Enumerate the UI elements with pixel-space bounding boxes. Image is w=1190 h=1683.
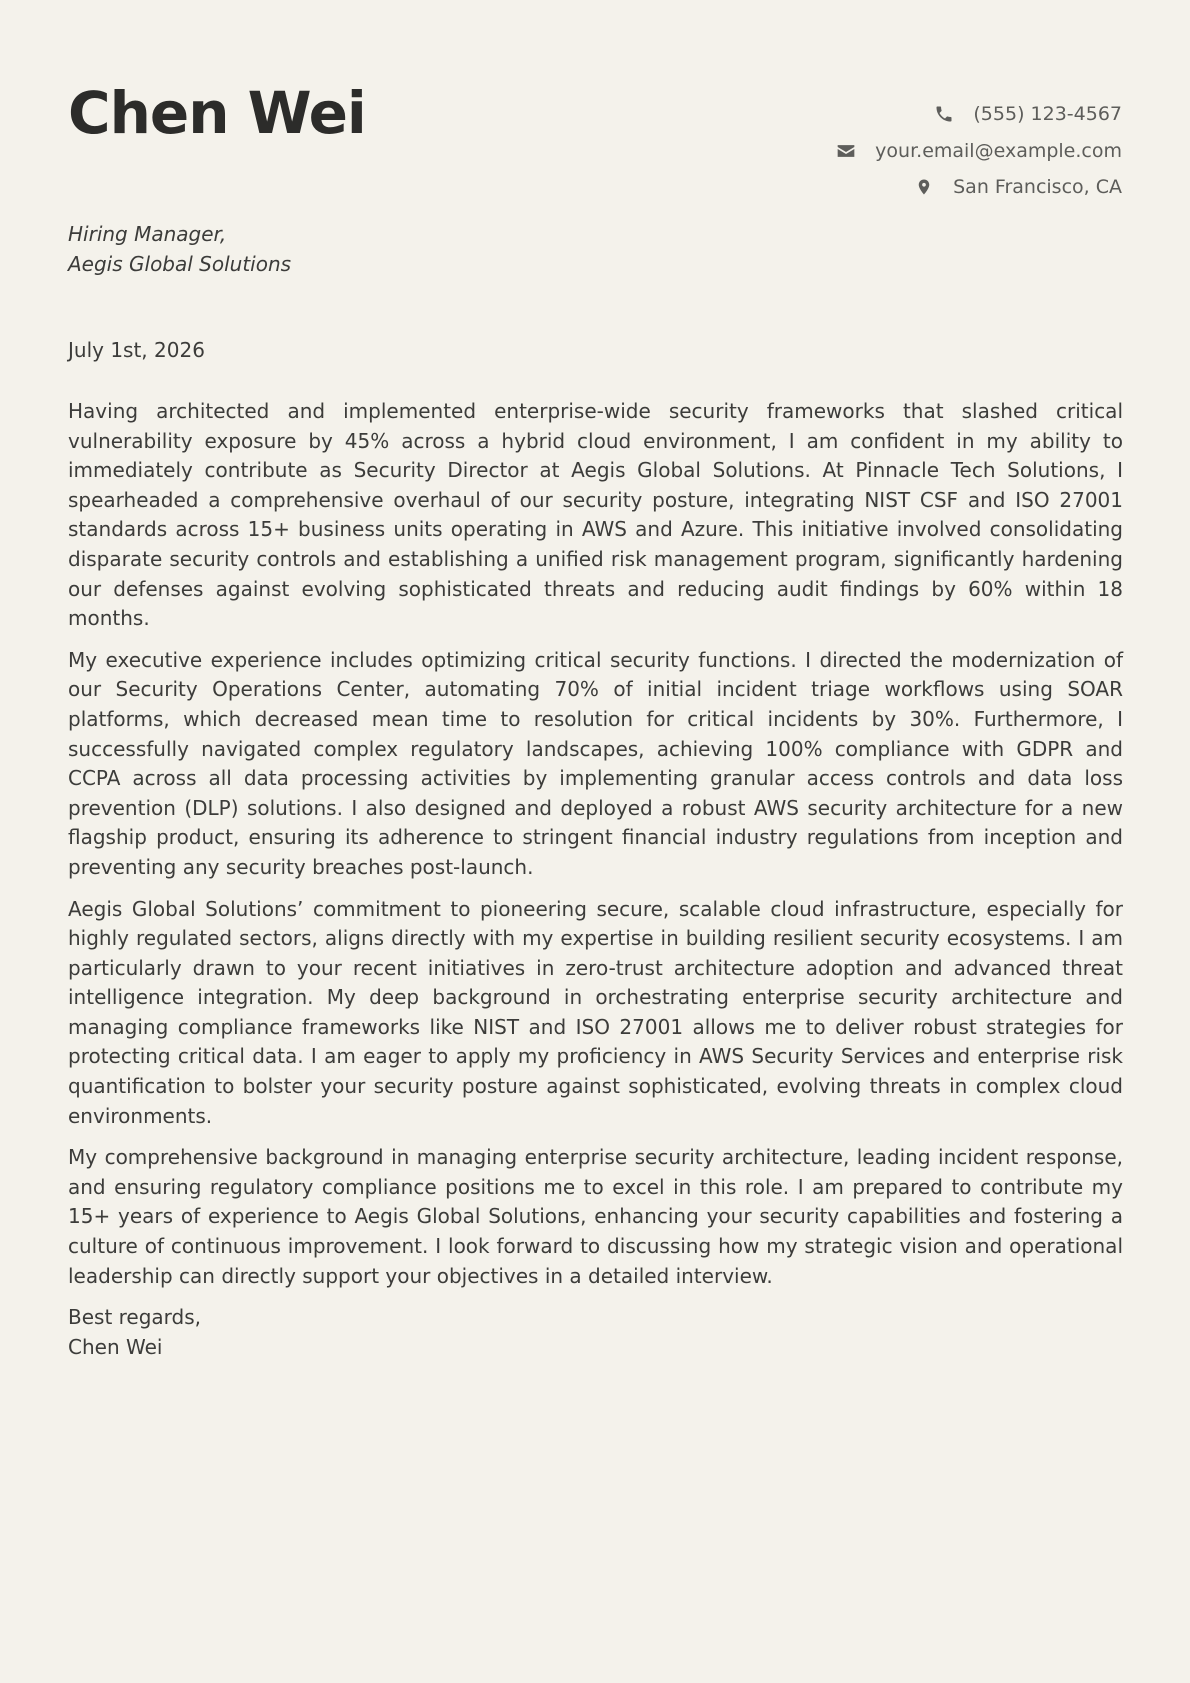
recipient-title: Hiring Manager, <box>68 222 227 246</box>
contact-phone: (555) 123-4567 <box>973 103 1122 126</box>
body-paragraph: Aegis Global Solutions’ commitment to pioneering secure, scalable cloud infrastructure, especially for highly regulated sectors, aligns directly with my expertise in building resilient security ecosystems. I am particularly drawn to your recent initiatives in zero-trust architecture adoption and advanced threat intelligence integration. My deep background in orchestrating enterprise security architecture and managing compliance frameworks like NIST and ISO 27001 allows me to deliver robust strategies for protecting critical data. I am eager to apply my proficiency in AWS Security Services and enterprise risk quantification to bolster your security posture against sophisticated, evolving threats in complex cloud environments. <box>68 896 1123 1128</box>
letter-date: July 1st, 2026 <box>68 338 205 362</box>
envelope-icon <box>835 140 857 162</box>
phone-icon <box>933 103 955 125</box>
contact-email-row <box>835 133 1122 170</box>
closing-salutation: Best regards, <box>68 1305 202 1330</box>
recipient-company: Aegis Global Solutions <box>68 251 292 276</box>
closing-block <box>68 1303 1123 1362</box>
applicant-name: Chen Wei <box>68 79 366 147</box>
body-paragraph: My comprehensive background in managing enterprise security architecture, leading incident response, and ensuring regulatory compliance positions me to excel in this role. I am prepared to contribute my 15+ years of experience to Aegis Global Solutions, enhancing your security capabilities and fostering a culture of continuous improvement. I look forward to discussing how my strategic vision and operational leadership can directly support your objectives in a detailed interview. <box>68 1145 1123 1288</box>
contact-info <box>835 96 1122 206</box>
body-paragraph: Having architected and implemented enterprise-wide security frameworks that slashed critical vulnerability exposure by 45% across a hybrid cloud environment, I am confident in my ability to immediately contribute as Security Director at Aegis Global Solutions. At Pinnacle Tech Solutions, I spearheaded a comprehensive overhaul of our security posture, integrating NIST CSF and ISO 27001 standards across 15+ business units operating in AWS and Azure. This initiative involved consolidating disparate security controls and establishing a unified risk management program, significantly hardening our defenses against evolving sophisticated threats and reducing audit findings by 60% within 18 months. <box>68 399 1123 631</box>
closing-signature: Chen Wei <box>68 1334 163 1359</box>
contact-location: San Francisco, CA <box>953 176 1122 199</box>
contact-email: your.email@example.com <box>875 139 1122 162</box>
recipient-block <box>68 220 291 279</box>
contact-location-row <box>835 169 1122 206</box>
contact-phone-row <box>835 96 1122 133</box>
letter-body <box>68 397 1123 1362</box>
body-paragraph: My executive experience includes optimizing critical security functions. I directed the modernization of our Security Operations Center, automating 70% of initial incident triage workflows using SOAR platforms, which decreased mean time to resolution for critical incidents by 30%. Furthermore, I successfully navigated complex regulatory landscapes, achieving 100% compliance with GDPR and CCPA across all data processing activities by implementing granular access controls and data loss prevention (DLP) solutions. I also designed and deployed a robust AWS security architecture for a new flagship product, ensuring its adherence to stringent financial industry regulations from inception and preventing any security breaches post-launch. <box>68 647 1123 879</box>
map-pin-icon <box>913 176 935 198</box>
